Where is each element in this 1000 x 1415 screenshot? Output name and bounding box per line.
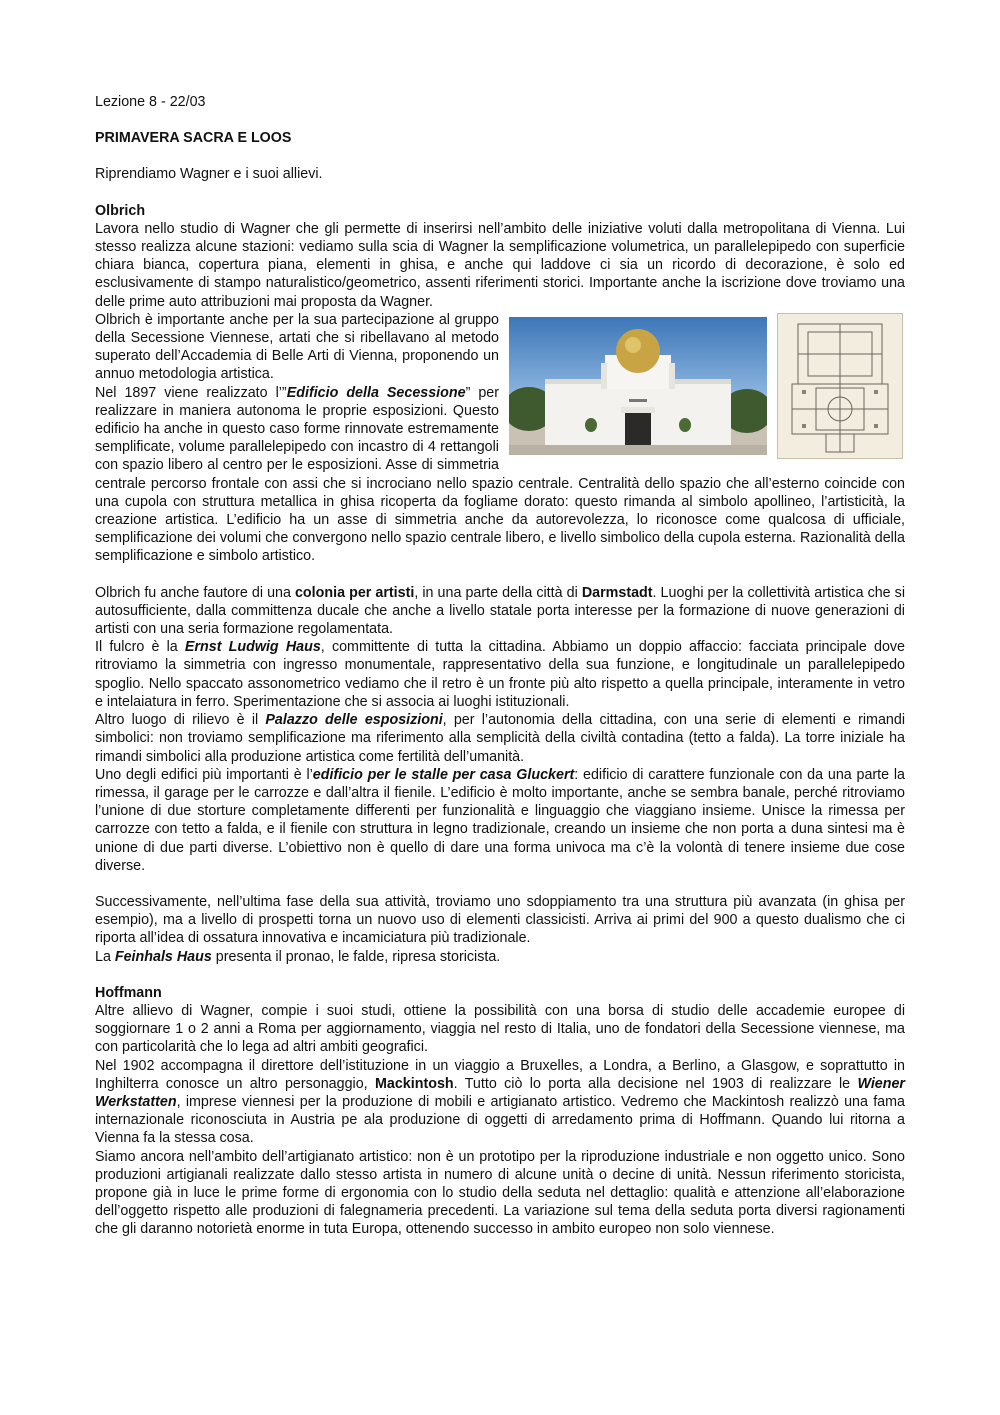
lesson-date: Lezione 8 - 22/03 xyxy=(95,94,206,110)
olbrich-paragraph-6: Uno degli edifici più importanti è l’edificio per le stalle per casa Gluckert: edificio di carattere funzionale con da una parte la rimessa, il garage per le carrozze e dall’altra il fienile. L’edificio è molto importante, anche se sembra banale, perché ritroviamo l’unione di due storture completamente differenti per funzionalità e linguaggio che viaggiano insieme. Unisce la rimessa per carrozze con tetto a falda, e il fienile con struttura in legno tradizionale, creando un insieme che non porta a duna sintesi ma è unione di due parti diverse. L’obiettivo non è quello di dare una forma univoca ma c’è la volontà di tenere insieme due cose diverse. xyxy=(95,766,905,874)
term-edificio-secessione: Edificio della Secessione xyxy=(286,384,466,401)
document-page xyxy=(95,93,905,1239)
secession-figures xyxy=(509,313,905,459)
hoffmann-paragraph-1: Altre allievo di Wagner, compie i suoi studi, ottiene la possibilità con una borsa di studio delle accademie europee di soggiornare 1 o 2 anni a Roma per aggiornamento, viaggia nel resto di Italia, uno de fondatori della Secessione viennese, ma con particolarità che lo lega ad altri ambiti geografici. xyxy=(95,1002,905,1056)
olbrich-heading: Olbrich xyxy=(95,202,146,219)
olbrich-paragraph-4: Il fulcro è la Ernst Ludwig Haus, committente di tutta la cittadina. Abbiamo un doppio affaccio: facciata principale dove ritroviamo la simmetria con ingresso monumentale, rappresentativo della sua funzione, e longitudinale un parallelepipedo spoglio. Nello spaccato assonometrico vediamo che il retro è un fronte più alto rispetto a quella principale, interamente in vetro e intelaiatura in ferro. Sperimentazione che si associa ai luoghi istituzionali. xyxy=(95,639,905,710)
olbrich-paragraph-5: Altro luogo di rilievo è il Palazzo delle esposizioni, per l’autonomia della cittadina, con una serie di elementi e rimandi simbolici: non troviamo semplificazione ma riferimento alla semplicità della civiltà contadina (tetto a falda). La torre iniziale ha rimandi simbolici alla produzione artistica come fertilità dell’umanità. xyxy=(95,712,905,765)
olbrich-paragraph-3: Olbrich fu anche fautore di una colonia per artisti, in una parte della città di Darmstadt. Luoghi per la collettività artistica che si autosufficiente, dalla committenza ducale che anche a livello statale porta interesse per la formazione di nuove generazioni di artisti con una seria formazione regolamentata. xyxy=(95,584,906,638)
secession-building-photo xyxy=(509,317,767,455)
hoffmann-paragraph-3: Siamo ancora nell’ambito dell’artigianato artistico: non è un prototipo per la riproduzione industriale e non oggetto unico. Sono produzioni artigianali realizzate dallo stesso artista in numero di alcune unità o decine di unità. Nessun riferimento storicista, propone già in luce le prime forme di ergonomia con lo studio della seduta nel dettaglio: qualità e attenzione all’elaborazione dell’oggetto rispetto alle produzioni di falegnameria precedenti. La variazione sul tema della seduta porta diversi ragionamenti che gli daranno notorietà enorme in tuta Europa, ottenendo successo in ambito europeo non solo viennese. xyxy=(95,1148,905,1238)
secession-floor-plan xyxy=(777,313,903,459)
term-feinhals-haus: Feinhals Haus xyxy=(114,948,212,965)
olbrich-paragraph-7: Successivamente, nell’ultima fase della sua attività, troviamo uno sdoppiamento tra una struttura più avanzata (in ghisa per esempio), ma a livello di prospetti torna un nuovo uso di elementi classicisti. Arriva ai primi del 900 a questo dualismo che ci riporta all’idea di ossatura innovativa e incamiciatura più tradizionale. xyxy=(95,893,905,947)
term-darmstadt: Darmstadt xyxy=(581,584,653,601)
term-mackintosh: Mackintosh xyxy=(375,1075,454,1092)
olbrich-paragraph-2: Olbrich è importante anche per la sua partecipazione al gruppo della Secessione Viennese, artati che si ribellavano al metodo superato dell’Accademia di Belle Arti di Vienna, proponendo un annuo metodologia artistica. Nel 1897 viene realizzato l’”Edificio della Secessione” per realizzare in maniera autonoma le proprie esposizioni. Questo edificio ha anche in questo caso forme rinnovate estremamente semplificate, volume parallelepipedo con incastro di 4 rettangoli con spazio libero al centro per le esposizioni. Asse di simmetria centrale percorso frontale con assi che si incrociano nello spazio centrale. Centralità dello spazio che all’esterno coincide con una cupola con struttura metallica in ghisa ricoperta da fogliame dorato: questo rimanda al simbolo apollineo, l’artisticità, la creazione artistica. L’edificio ha un asse di simmetria anche da autorevolezza, lo riconosce come qualcosa di ufficiale, semplificazione dei volumi che convergono nello spazio centrale libero, e livello simbolico della cupola esterna. Razionalità della semplificazione e simbolo artistico. xyxy=(95,311,905,565)
intro-paragraph: Riprendiamo Wagner e i suoi allievi. xyxy=(95,166,323,183)
hoffmann-paragraph-2: Nel 1902 accompagna il direttore dell’istituzione in un viaggio a Bruxelles, a Londra, a Berlino, a Glasgow, e soprattutto in Inghilterra conosce un altro personaggio, Mackintosh. Tutto ciò lo porta alla decisione nel 1903 di realizzare le Wiener Werkstatten, imprese viennesi per la produzione di mobili e artigianato artistico. Vedremo che Mackintosh realizzò una fama internazionale riconosciuta in Austria pe ala produzione di oggetti di arredamento prima di Hoffmann. Quando lui ritorna a Vienna fa la stessa cosa. xyxy=(95,1057,905,1147)
term-ernst-ludwig-haus: Ernst Ludwig Haus xyxy=(184,639,321,656)
olbrich-paragraph-8: La Feinhals Haus presenta il pronao, le falde, ripresa storicista. xyxy=(95,948,501,965)
term-wiener-werkstatten: Wiener Werkstatten xyxy=(95,1075,905,1110)
document-title: PRIMAVERA SACRA E LOOS xyxy=(95,130,292,147)
olbrich-paragraph-1: Lavora nello studio di Wagner che gli permette di inserirsi nell’ambito delle iniziative voluti dalla metropolitana di Vienna. Lui stesso realizza alcune stazioni: vediamo sulla scia di Wagner la semplificazione volumetrica, un parallelepipedo con superficie chiara bianca, copertura piana, elementi in ghisa, e anche qui laddove ci sia un ricordo di decorazione, è solo ed esclusivamente di stampo naturalistico/geometrico, assenti riferimenti storici. Importante anche la iscrizione dove troviamo una delle prime auto attribuzioni mai proposta da Wagner. xyxy=(95,220,905,310)
hoffmann-heading: Hoffmann xyxy=(95,984,162,1001)
term-stalle-gluckert: edificio per le stalle per casa Gluckert xyxy=(312,766,575,783)
term-colonia: colonia per artisti xyxy=(294,584,415,601)
term-palazzo-esposizioni: Palazzo delle esposizioni xyxy=(265,712,443,729)
